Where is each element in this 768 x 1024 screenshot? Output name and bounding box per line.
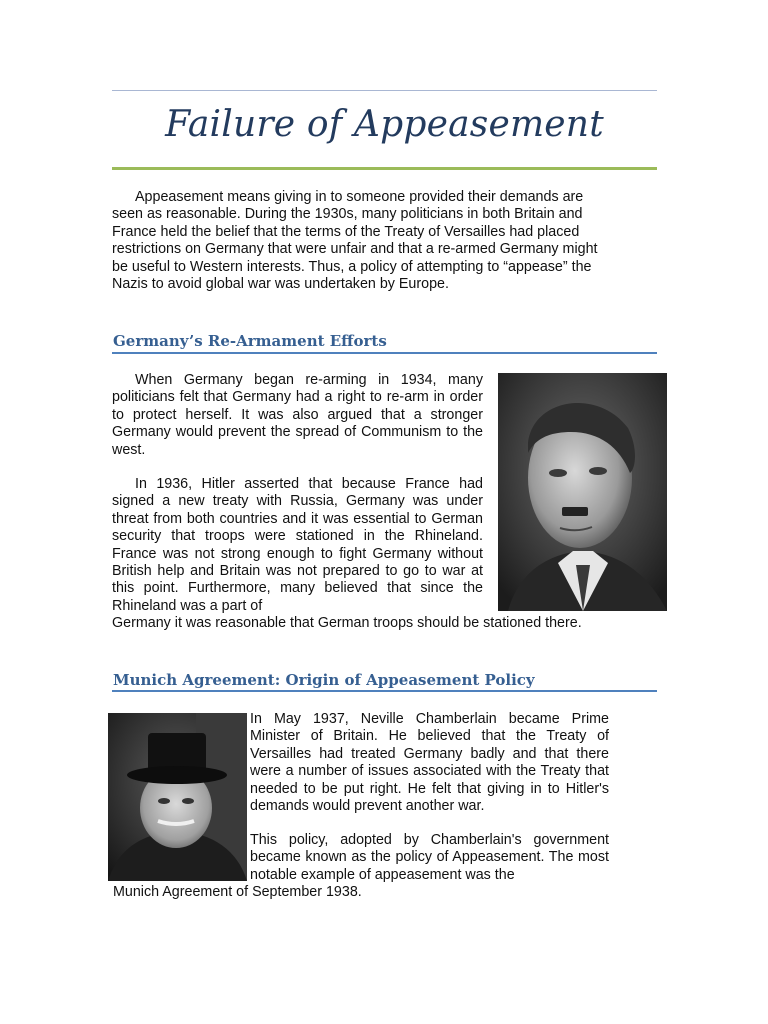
document-title: Failure of Appeasement — [165, 104, 604, 145]
hitler-portrait-photo — [498, 373, 667, 611]
munich-paragraph-2-tail: Munich Agreement of September 1938. — [113, 884, 362, 900]
chamberlain-portrait-photo — [108, 713, 247, 881]
top-rule — [112, 90, 657, 91]
section-heading-rearmament: Germany’s Re-Armament Efforts — [113, 332, 387, 350]
munich-paragraph-2: This policy, adopted by Chamberlain's government became known as the policy of Appeasement. The most notable example of appeasement was the — [250, 832, 609, 883]
title-underline — [112, 167, 657, 170]
section-rule-rearmament — [112, 352, 657, 354]
munich-paragraph-1: In May 1937, Neville Chamberlain became Prime Minister of Britain. He believed that the Treaty of Versailles had treated Germany badly and that there were a number of issues associated with the Treaty that needed to be put right. He felt that giving in to Hitler's demands would prevent another war. — [250, 711, 609, 815]
section-rule-munich — [112, 690, 657, 692]
rearmament-paragraph-2-tail: Germany it was reasonable that German troops should be stationed there. — [112, 615, 582, 631]
section-heading-munich: Munich Agreement: Origin of Appeasement Policy — [113, 671, 535, 689]
rearmament-paragraph-2: In 1936, Hitler asserted that because France had signed a new treaty with Russia, Germany was under threat from both countries and it was essential to German security that troops were stationed in the Rhineland. France was not strong enough to fight Germany without British help and Britain was not prepared to go to war at this point. Furthermore, many believed that since the Rhineland was a part of — [112, 476, 483, 614]
rearmament-paragraph-1: When Germany began re-arming in 1934, many politicians felt that Germany had a right to re-arm in order to protect herself. It was also argued that a stronger Germany would prevent the spread of Communism to the west. — [112, 372, 483, 458]
intro-paragraph: Appeasement means giving in to someone provided their demands are seen as reasonable. During the 1930s, many politicians in both Britain and France held the belief that the terms of the Treaty of Versailles had placed restrictions on Germany that were unfair and that a re-armed Germany might be useful to Western interests. Thus, a policy of attempting to “appease” the Nazis to avoid global war was undertaken by Europe. — [112, 189, 598, 293]
